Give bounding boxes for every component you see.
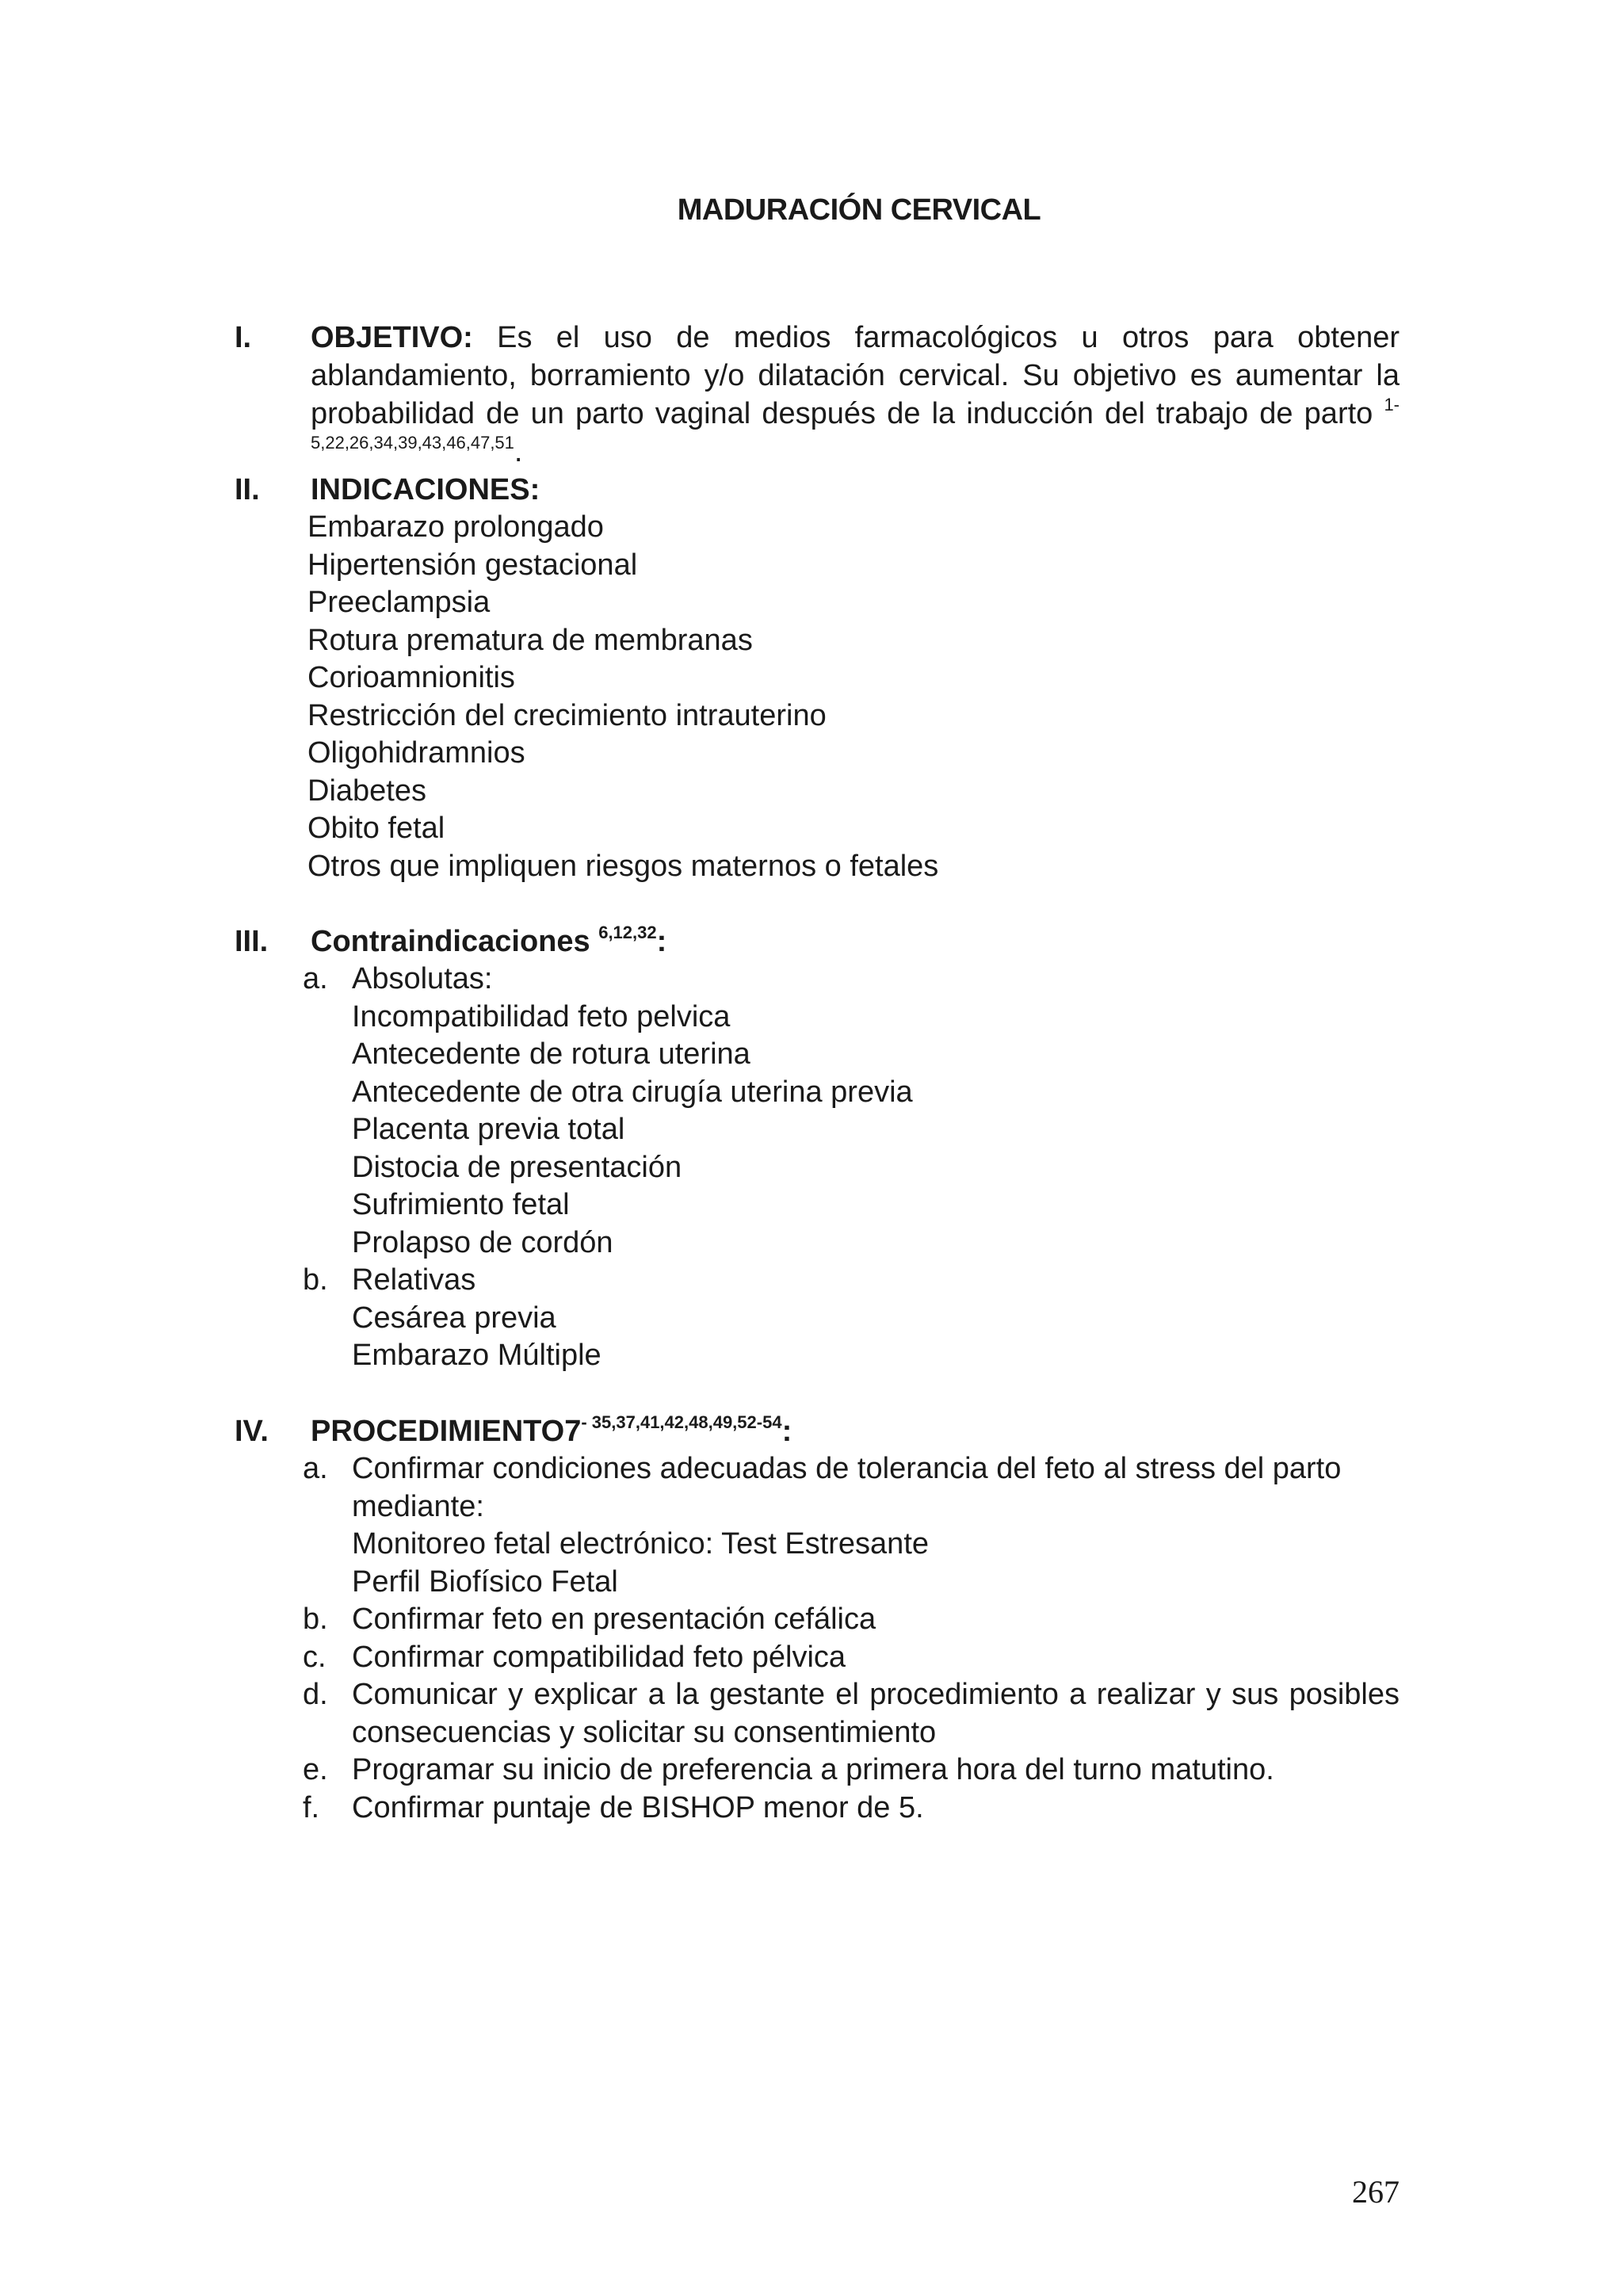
section-procedimiento bbox=[235, 1412, 1400, 1824]
relativas-label: Relativas bbox=[352, 1263, 476, 1297]
step-text: Confirmar compatibilidad feto pélvica bbox=[352, 1640, 846, 1674]
list-letter: d. bbox=[303, 1678, 328, 1711]
section-number: IV. bbox=[235, 1415, 269, 1448]
step-text: Confirmar puntaje de BISHOP menor de 5. bbox=[352, 1790, 924, 1824]
step-text: Perfil Biofísico Fetal bbox=[352, 1564, 618, 1599]
section-number: II. bbox=[235, 473, 260, 506]
list-letter: c. bbox=[303, 1640, 327, 1674]
procedure-step bbox=[303, 1790, 1400, 1828]
list-item: Sufrimiento fetal bbox=[352, 1188, 570, 1221]
list-item: Obito fetal bbox=[307, 812, 445, 845]
procedimiento-heading: $PROCEDIMIENTO7^{- 35,37,41,42,48,49,52-54}$: bbox=[311, 1412, 792, 1448]
section-objetivo bbox=[235, 319, 1400, 468]
procedimiento-references: - 35,37,41,42,48,49,52-54 bbox=[581, 1412, 782, 1432]
objetivo-paragraph: OBJETIVO: Es el uso de medios farmacológicos u otros para obtener ablandamiento, borramiento y/o dilatación cervical. Su objetivo es aumentar la probabilidad de un parto vaginal después de la inducción del trabajo de parto $^{1-5,22,26,34,39,43,46,47,51}$. bbox=[311, 321, 1400, 468]
contraindicaciones-references: 6,12,32 bbox=[598, 923, 657, 942]
list-item: Restricción del crecimiento intrauterino bbox=[307, 698, 827, 732]
list-letter: b. bbox=[303, 1603, 328, 1636]
list-item: Embarazo Múltiple bbox=[352, 1339, 601, 1372]
procedure-step bbox=[303, 1601, 1400, 1639]
contraindicaciones-heading: Contraindicaciones $^{6,12,32}$: bbox=[311, 923, 667, 958]
list-item: Oligohidramnios bbox=[307, 736, 525, 770]
procedure-step bbox=[303, 1676, 1400, 1752]
absolutas-list bbox=[352, 999, 1400, 1263]
list-item: Corioamnionitis bbox=[307, 661, 515, 694]
indicaciones-list bbox=[307, 509, 1400, 885]
list-letter: f. bbox=[303, 1790, 320, 1824]
list-item: Antecedente de otra cirugía uterina previa bbox=[352, 1075, 913, 1109]
step-text: Programar su inicio de preferencia a primera hora del turno matutino. bbox=[352, 1753, 1274, 1786]
list-letter: b. bbox=[303, 1263, 328, 1297]
list-item: Rotura prematura de membranas bbox=[307, 623, 753, 657]
list-item: Placenta previa total bbox=[352, 1113, 625, 1146]
list-letter: e. bbox=[303, 1753, 328, 1786]
absolutas-label: Absolutas: bbox=[352, 962, 493, 995]
list-item: Diabetes bbox=[307, 774, 426, 808]
list-item: Antecedente de rotura uterina bbox=[352, 1037, 750, 1071]
section-contraindicaciones bbox=[235, 923, 1400, 1382]
page-number: 267 bbox=[1352, 2174, 1400, 2210]
list-letter: a. bbox=[303, 962, 328, 995]
section-indicaciones bbox=[235, 471, 1400, 899]
objetivo-label: OBJETIVO: bbox=[311, 321, 473, 354]
section-number: III. bbox=[235, 925, 269, 958]
procedure-step bbox=[303, 1752, 1400, 1790]
step-text: Confirmar condiciones adecuadas de tolerancia del feto al stress del parto mediante: bbox=[352, 1452, 1342, 1523]
step-text: Comunicar y explicar a la gestante el procedimiento a realizar y sus posibles consecuencias y solicitar su consentimiento bbox=[352, 1678, 1400, 1749]
list-item: Hipertensión gestacional bbox=[307, 548, 638, 582]
relativas-list bbox=[352, 1300, 1400, 1375]
list-item: Otros que impliquen riesgos maternos o fetales bbox=[307, 849, 939, 883]
list-item: Embarazo prolongado bbox=[307, 510, 604, 544]
list-item: Preeclampsia bbox=[307, 586, 491, 619]
step-text: Monitoreo fetal electrónico: Test Estresante bbox=[352, 1527, 930, 1561]
absolutas-group bbox=[303, 961, 1400, 1262]
list-item: Cesárea previa bbox=[352, 1301, 556, 1335]
list-item: Distocia de presentación bbox=[352, 1150, 682, 1184]
procedure-step bbox=[303, 1450, 1400, 1601]
procedure-step bbox=[303, 1639, 1400, 1677]
section-number: I. bbox=[235, 321, 252, 354]
indicaciones-heading: INDICACIONES: bbox=[311, 473, 540, 506]
objetivo-text: Es el uso de medios farmacológicos u otros para obtener ablandamiento, borramiento y/o dilatación cervical. Su objetivo es aumentar la probabilidad de un parto vaginal después de la inducción del trabajo de parto bbox=[311, 321, 1400, 430]
list-item: Prolapso de cordón bbox=[352, 1225, 613, 1259]
step-text: Confirmar feto en presentación cefálica bbox=[352, 1603, 876, 1636]
list-letter: a. bbox=[303, 1452, 328, 1485]
objetivo-references: 1-5,22,26,34,39,43,46,47,51 bbox=[311, 395, 1400, 453]
relativas-group bbox=[303, 1262, 1400, 1375]
page-title: MADURACIÓN CERVICAL bbox=[677, 193, 1041, 227]
list-item: Incompatibilidad feto pelvica bbox=[352, 999, 731, 1033]
